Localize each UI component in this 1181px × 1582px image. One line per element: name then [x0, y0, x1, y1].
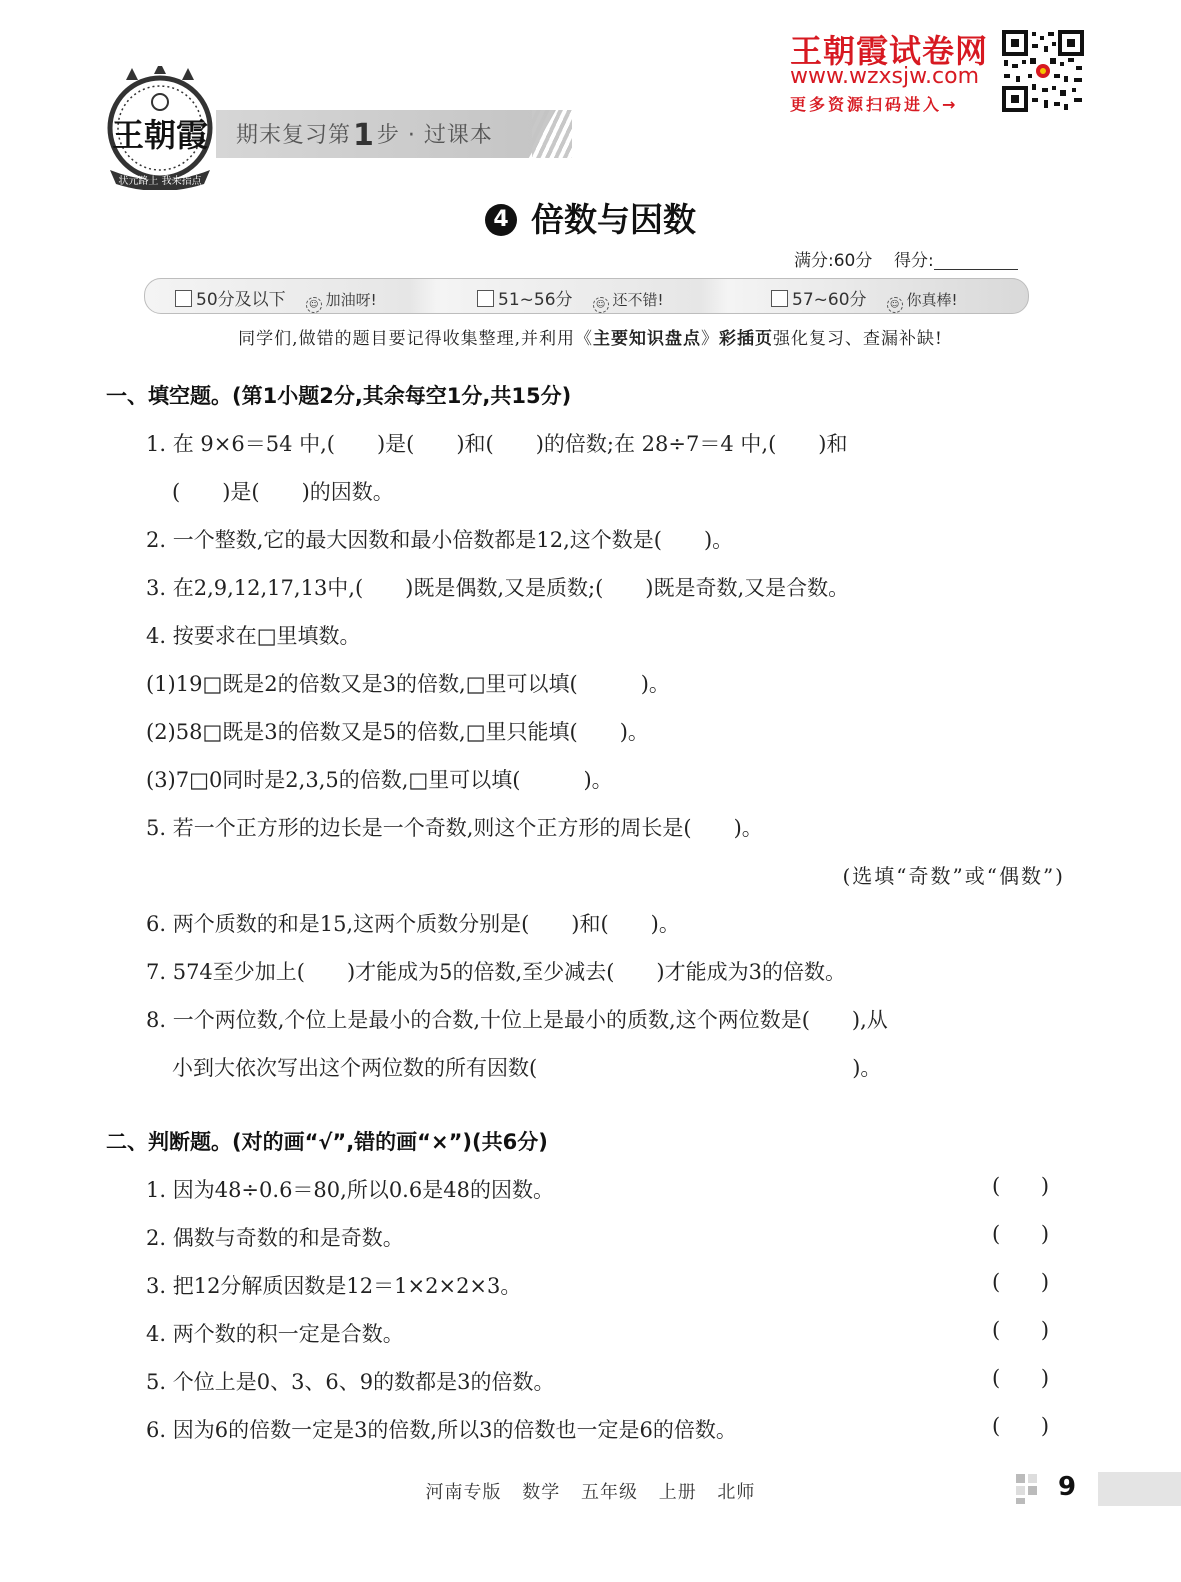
rating-range: 50分及以下	[196, 290, 286, 310]
footer-edition: 河南专版 数学 五年级 上册 北师	[425, 1482, 756, 1503]
unit-title-text: 倍数与因数	[531, 200, 696, 239]
rating-item	[771, 285, 958, 313]
reminder-mid: 》	[700, 329, 719, 349]
logo-text: 王朝霞	[112, 116, 209, 154]
reminder-pre: 同学们,做错的题目要记得收集整理,并利用《	[238, 329, 593, 349]
judge-answer-box-3[interactable]: ( )	[992, 1270, 1050, 1294]
rating-cheer: 你真棒!	[906, 291, 958, 309]
question-1b: ( )是( )的因数。	[172, 480, 394, 504]
question-7: 7. 574至少加上( )才能成为5的倍数,至少减去( )才能成为3的倍数。	[146, 960, 846, 984]
judge-item-4: 4. 两个数的积一定是合数。	[146, 1322, 404, 1346]
reminder-bold2: 彩插页	[718, 329, 773, 349]
rating-checkbox[interactable]	[175, 290, 192, 307]
qr-code-icon[interactable]	[1002, 30, 1084, 112]
unit-number-badge: 4	[485, 204, 517, 236]
judge-answer-box-4[interactable]: ( )	[992, 1318, 1050, 1342]
question-2: 2. 一个整数,它的最大因数和最小倍数都是12,这个数是( )。	[146, 528, 734, 552]
reminder-text	[0, 324, 1181, 349]
smile-icon: ☺	[306, 297, 322, 313]
rating-range: 51~56分	[498, 290, 573, 310]
question-3: 3. 在2,9,12,17,13中,( )既是偶数,又是质数;( )既是奇数,又是合数。	[146, 576, 850, 600]
question-4-3: (3)7□0同时是2,3,5的倍数,□里可以填( )。	[146, 768, 613, 792]
smile-icon: ☺	[887, 297, 903, 313]
rating-range: 57~60分	[792, 290, 867, 310]
question-1a: 1. 在 9×6＝54 中,( )是( )和( )的倍数;在 28÷7＝4 中,( )和	[146, 432, 848, 456]
judge-answer-box-1[interactable]: ( )	[992, 1174, 1050, 1198]
judge-item-1: 1. 因为48÷0.6＝80,所以0.6是48的因数。	[146, 1178, 554, 1202]
reminder-post: 强化复习、查漏补缺!	[772, 329, 943, 349]
page-number: 9	[1058, 1472, 1077, 1502]
section1-heading: 一、填空题。(第1小题2分,其余每空1分,共15分)	[106, 384, 572, 408]
rating-cheer: 还不错!	[612, 291, 664, 309]
question-6: 6. 两个质数的和是15,这两个质数分别是( )和( )。	[146, 912, 680, 936]
score-blank[interactable]	[934, 251, 1018, 270]
step-suffix: 步 · 过课本	[376, 123, 493, 148]
question-8b: 小到大依次写出这个两位数的所有因数( )。	[172, 1056, 882, 1080]
page-corner-decoration	[1016, 1474, 1046, 1504]
full-score: 满分:60分	[794, 251, 873, 271]
judge-item-5: 5. 个位上是0、3、6、9的数都是3的倍数。	[146, 1370, 555, 1394]
unit-title	[0, 194, 1181, 241]
page-tab	[1098, 1472, 1181, 1506]
logo-ribbon: 状元路上 我来指点	[118, 176, 202, 187]
question-5: 5. 若一个正方形的边长是一个奇数,则这个正方形的周长是( )。	[146, 816, 763, 840]
judge-item-6: 6. 因为6的倍数一定是3的倍数,所以3的倍数也一定是6的倍数。	[146, 1418, 737, 1442]
smile-icon: ☺	[593, 297, 609, 313]
rating-checkbox[interactable]	[771, 290, 788, 307]
score-line	[794, 246, 1018, 271]
brand-subtitle: 更多资源扫码进入→	[790, 95, 959, 114]
rating-item	[175, 285, 377, 313]
rating-checkbox[interactable]	[477, 290, 494, 307]
question-4-2: (2)58□既是3的倍数又是5的倍数,□里只能填( )。	[146, 720, 649, 744]
step-number: 1	[353, 118, 375, 153]
question-4: 4. 按要求在□里填数。	[146, 624, 361, 648]
step-prefix: 期末复习第	[236, 123, 352, 148]
section2-heading: 二、判断题。(对的画“√”,错的画“×”)(共6分)	[106, 1130, 548, 1154]
rating-item	[477, 285, 664, 313]
got-score-label: 得分:	[893, 251, 934, 271]
rating-bar	[144, 278, 1029, 314]
question-5-hint: (选填“奇数”或“偶数”)	[842, 864, 1065, 888]
judge-item-3: 3. 把12分解质因数是12＝1×2×2×3。	[146, 1274, 522, 1298]
question-4-1: (1)19□既是2的倍数又是3的倍数,□里可以填( )。	[146, 672, 670, 696]
judge-answer-box-2[interactable]: ( )	[992, 1222, 1050, 1246]
brand-url[interactable]: www.wzxsjw.com	[790, 64, 980, 89]
judge-answer-box-6[interactable]: ( )	[992, 1414, 1050, 1438]
brand-title: 王朝霞试卷网	[790, 32, 989, 70]
question-8a: 8. 一个两位数,个位上是最小的合数,十位上是最小的质数,这个两位数是( ),从	[146, 1008, 888, 1032]
judge-item-2: 2. 偶数与奇数的和是奇数。	[146, 1226, 404, 1250]
rating-cheer: 加油呀!	[325, 291, 377, 309]
step-banner	[216, 110, 570, 158]
reminder-bold: 主要知识盘点	[592, 329, 701, 349]
judge-answer-box-5[interactable]: ( )	[992, 1366, 1050, 1390]
